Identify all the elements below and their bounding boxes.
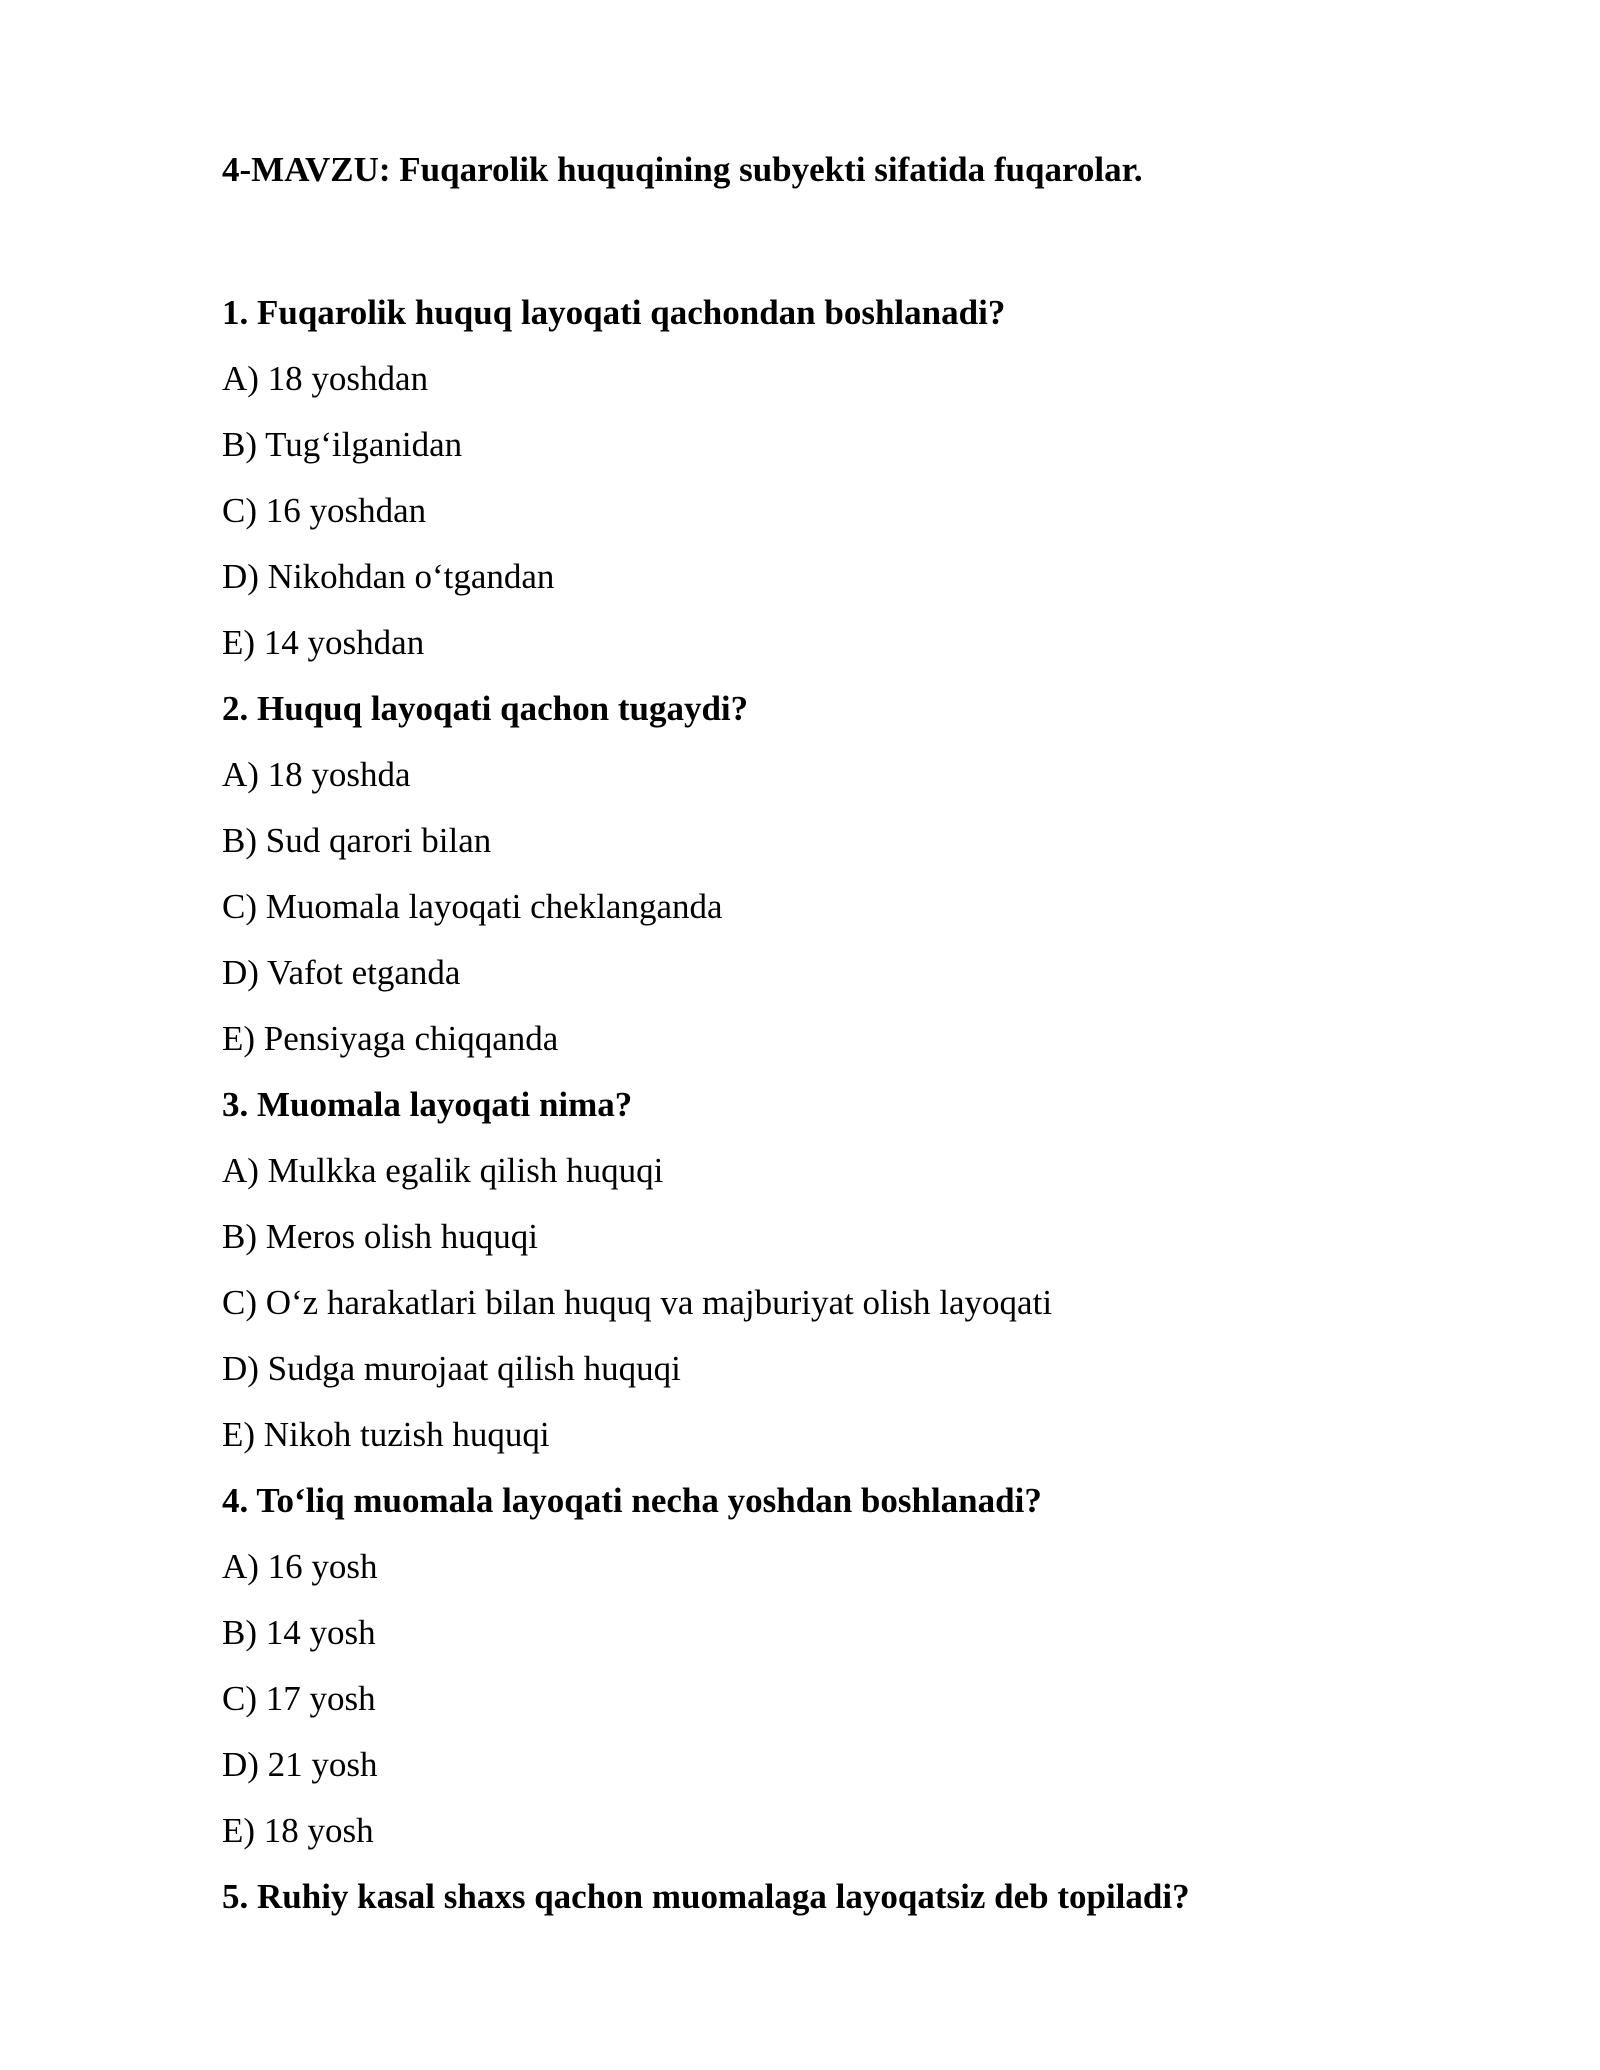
answer-option-b: B) Tug‘ilganidan [222, 425, 463, 464]
question-text: 2. Huquq layoqati qachon tugaydi? [222, 689, 749, 728]
answer-option-e: E) 18 yosh [222, 1811, 374, 1850]
question-block-1 [222, 280, 1472, 676]
answer-option-d: D) Sudga murojaat qilish huquqi [222, 1349, 681, 1388]
question-text: 4. To‘liq muomala layoqati necha yoshdan boshlanadi? [222, 1481, 1042, 1520]
answer-option-b: B) Sud qarori bilan [222, 821, 492, 860]
title-spacer [222, 192, 1472, 280]
answer-option-a: A) 18 yoshda [222, 755, 411, 794]
answer-option-b: B) 14 yosh [222, 1613, 376, 1652]
answer-option-c: C) Muomala layoqati cheklanganda [222, 887, 723, 926]
answer-option-a: A) Mulkka egalik qilish huquqi [222, 1151, 664, 1190]
question-block-5 [222, 1864, 1472, 1930]
answer-option-e: E) Nikoh tuzish huquqi [222, 1415, 550, 1454]
question-block-4 [222, 1468, 1472, 1864]
document-title: 4-MAVZU: Fuqarolik huquqining subyekti sifatida fuqarolar. [222, 150, 1143, 189]
answer-option-c: C) 16 yoshdan [222, 491, 427, 530]
answer-option-e: E) Pensiyaga chiqqanda [222, 1019, 559, 1058]
question-block-2 [222, 676, 1472, 1072]
question-block-3 [222, 1072, 1472, 1468]
answer-option-a: A) 18 yoshdan [222, 359, 429, 398]
answer-option-c: C) O‘z harakatlari bilan huquq va majburiyat olish layoqati [222, 1283, 1053, 1322]
question-text: 1. Fuqarolik huquq layoqati qachondan boshlanadi? [222, 293, 1006, 332]
answer-option-d: D) 21 yosh [222, 1745, 378, 1784]
question-text: 3. Muomala layoqati nima? [222, 1085, 633, 1124]
answer-option-e: E) 14 yoshdan [222, 623, 425, 662]
question-text: 5. Ruhiy kasal shaxs qachon muomalaga layoqatsiz deb topiladi? [222, 1877, 1190, 1916]
answer-option-c: C) 17 yosh [222, 1679, 376, 1718]
answer-option-a: A) 16 yosh [222, 1547, 378, 1586]
answer-option-b: B) Meros olish huquqi [222, 1217, 538, 1256]
answer-option-d: D) Vafot etganda [222, 953, 461, 992]
document-content [222, 148, 1472, 1930]
answer-option-d: D) Nikohdan o‘tgandan [222, 557, 555, 596]
